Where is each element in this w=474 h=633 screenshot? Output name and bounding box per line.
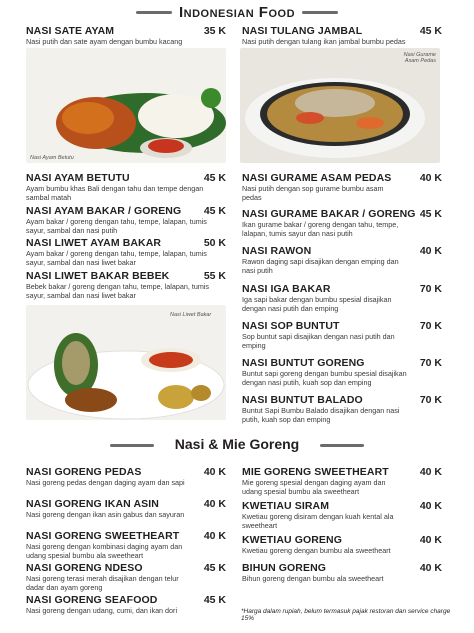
photo-liwet (26, 305, 226, 420)
item-desc: Ayam bumbu khas Bali dengan tahu dan tempe dengan sambal matah (26, 184, 204, 202)
menu-item (242, 208, 442, 238)
item-desc: Sop buntut sapi disajikan dengan nasi putih dan emping (242, 332, 395, 350)
item-name: NASI GORENG PEDAS (26, 466, 142, 478)
item-price: 40 K (203, 466, 226, 478)
item-name: NASI IGA BAKAR (242, 283, 331, 295)
item-desc: Nasi goreng dengan udang, cumi, dan ikan dori (26, 606, 178, 615)
item-desc: Kwetiau goreng disiram dengan kuah kental ala sweetheart (242, 512, 394, 530)
item-desc: Buntut Sapi Bumbu Balado disajikan dengan nasi putih, kuah sop dan emping (242, 406, 400, 424)
menu-item (242, 283, 442, 313)
menu-item (26, 498, 226, 520)
item-name: NASI BUNTUT BALADO (242, 394, 363, 406)
item-price: 40 K (203, 530, 226, 542)
caption-gurame: Nasi Gurame Asam Pedas (403, 52, 436, 64)
item-name: KWETIAU GORENG (242, 534, 342, 546)
menu-item (242, 172, 442, 202)
menu-item (26, 205, 226, 235)
item-price: 40 K (419, 172, 442, 184)
photo-gurame (240, 48, 440, 163)
item-desc: Bebek bakar / goreng dengan tahu, tempe, lalapan, tumis sayur, sambal dan nasi liwet bakar (26, 282, 210, 300)
item-price: 70 K (419, 283, 442, 295)
item-price: 45 K (203, 594, 226, 606)
menu-item (26, 237, 226, 267)
menu-item (26, 25, 226, 47)
item-name: NASI GURAME ASAM PEDAS (242, 172, 392, 184)
item-name: NASI GORENG IKAN ASIN (26, 498, 159, 510)
item-price: 45 K (203, 172, 226, 184)
item-price: 35 K (203, 25, 226, 37)
item-desc: Nasi goreng terasi merah disajikan dengan telur dadar dan ayam goreng (26, 574, 179, 592)
menu-item (242, 245, 442, 275)
item-desc: Kwetiau goreng dengan bumbu ala sweetheart (242, 546, 391, 555)
section-title-indonesian: Indonesian Food (0, 4, 474, 21)
item-price: 40 K (419, 466, 442, 478)
price-footnote: *Harga dalam rupiah, belum termasuk pajak restoran dan service charge 15% (241, 608, 451, 622)
item-price: 45 K (419, 208, 442, 220)
item-desc: Mie goreng spesial dengan daging ayam dan udang spesial bumbu ala sweetheart (242, 478, 386, 496)
menu-item (242, 394, 442, 424)
item-price: 70 K (419, 357, 442, 369)
section-title-nasi-mie: Nasi & Mie Goreng (0, 436, 474, 452)
caption-liwet: Nasi Liwet Bakar (170, 312, 212, 318)
item-name: NASI SATE AYAM (26, 25, 115, 37)
item-name: NASI LIWET BAKAR BEBEK (26, 270, 170, 282)
item-price: 50 K (203, 237, 226, 249)
item-name: NASI GURAME BAKAR / GORENG (242, 208, 416, 220)
item-desc: Rawon daging sapi disajikan dengan emping dan nasi putih (242, 257, 399, 275)
photo-ayam-betutu (26, 48, 226, 163)
item-price: 70 K (419, 394, 442, 406)
item-desc: Nasi goreng dengan ikan asin gabus dan sayuran (26, 510, 185, 519)
item-name: NASI GORENG SWEETHEART (26, 530, 180, 542)
item-name: NASI AYAM BETUTU (26, 172, 130, 184)
menu-item (26, 530, 226, 560)
menu-item (26, 172, 226, 202)
item-desc: Buntut sapi goreng dengan bumbu spesial disajikan dengan nasi putih, kuah sop dan emping (242, 369, 407, 387)
item-desc: Nasi putih dengan tulang ikan jambal bumbu pedas (242, 37, 406, 46)
menu-item (26, 270, 226, 300)
menu-item (242, 25, 442, 47)
item-name: NASI RAWON (242, 245, 312, 257)
item-price: 45 K (419, 25, 442, 37)
liwet-image (26, 305, 226, 420)
menu-item (242, 466, 442, 496)
item-name: MIE GORENG SWEETHEART (242, 466, 389, 478)
menu-item (242, 534, 442, 556)
gurame-image (240, 48, 440, 163)
item-price: 40 K (419, 562, 442, 574)
ayam-betutu-image (26, 48, 226, 163)
item-name: NASI AYAM BAKAR / GORENG (26, 205, 182, 217)
item-name: NASI LIWET AYAM BAKAR (26, 237, 162, 249)
item-name: NASI TULANG JAMBAL (242, 25, 363, 37)
menu-item (26, 466, 226, 488)
item-price: 40 K (419, 500, 442, 512)
item-desc: Ayam bakar / goreng dengan tahu, tempe, lalapan, tumis sayur, sambal dan nasi putih (26, 217, 207, 235)
item-price: 55 K (203, 270, 226, 282)
item-desc: Bihun goreng dengan bumbu ala sweetheart (242, 574, 384, 583)
item-price: 45 K (203, 205, 226, 217)
item-name: KWETIAU SIRAM (242, 500, 330, 512)
item-price: 45 K (203, 562, 226, 574)
item-price: 40 K (203, 498, 226, 510)
item-name: NASI BUNTUT GORENG (242, 357, 365, 369)
menu-item (242, 500, 442, 530)
caption-ayam-betutu: Nasi Ayam Betutu (30, 155, 74, 161)
item-name: NASI GORENG NDESO (26, 562, 143, 574)
item-desc: Ayam bakar / goreng dengan tahu, tempe, lalapan, tumis sayur, sambal dan nasi liwet bakar (26, 249, 207, 267)
item-desc: Ikan gurame bakar / goreng dengan tahu, tempe, lalapan, tumis sayur dan nasi putih (242, 220, 399, 238)
menu-item (242, 320, 442, 350)
item-desc: Nasi goreng pedas dengan daging ayam dan sapi (26, 478, 185, 487)
item-desc: Nasi putih dan sate ayam dengan bumbu kacang (26, 37, 183, 46)
item-name: BIHUN GORENG (242, 562, 327, 574)
menu-item (26, 594, 226, 616)
item-price: 70 K (419, 320, 442, 332)
menu-item (242, 357, 442, 387)
item-desc: Iga sapi bakar dengan bumbu spesial disajikan dengan nasi putih dan emping (242, 295, 392, 313)
item-price: 40 K (419, 245, 442, 257)
item-name: NASI SOP BUNTUT (242, 320, 340, 332)
item-price: 40 K (419, 534, 442, 546)
item-desc: Nasi putih dengan sop gurame bumbu asam pedas (242, 184, 384, 202)
item-name: NASI GORENG SEAFOOD (26, 594, 158, 606)
menu-item (26, 562, 226, 592)
menu-item (242, 562, 442, 584)
item-desc: Nasi goreng dengan kombinasi daging ayam dan udang spesial bumbu ala sweetheart (26, 542, 183, 560)
